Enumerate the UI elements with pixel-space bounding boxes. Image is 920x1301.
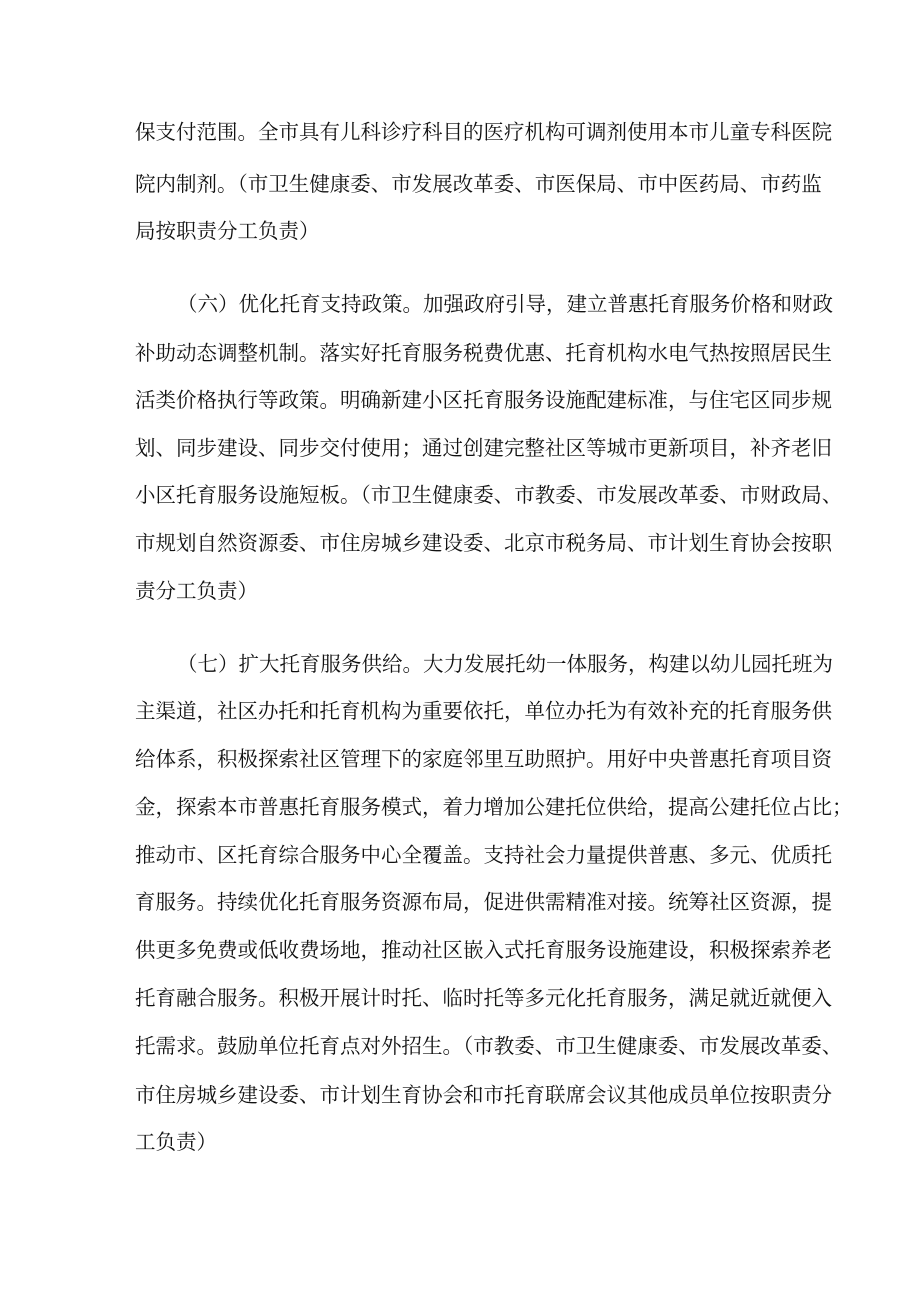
text-line: 补助动态调整机制。落实好托育服务税费优惠、托育机构水电气热按照居民生 bbox=[135, 341, 832, 365]
text-line: 市规划自然资源委、市住房城乡建设委、北京市税务局、市计划生育协会按职 bbox=[135, 531, 832, 555]
section-heading-line: （六）优化托育支持政策。加强政府引导，建立普惠托育服务价格和财政 bbox=[177, 292, 833, 316]
text-line: 育服务。持续优化托育服务资源布局，促进供需精准对接。统筹社区资源，提 bbox=[135, 890, 832, 914]
text-line: 供更多免费或低收费场地，推动社区嵌入式托育服务设施建设，积极探索养老 bbox=[135, 938, 832, 962]
text-line: 责分工负责） bbox=[135, 579, 258, 603]
text-line: 活类价格执行等政策。明确新建小区托育服务设施配建标准，与住宅区同步规 bbox=[135, 388, 832, 412]
text-line: 金，探索本市普惠托育服务模式，着力增加公建托位供给，提高公建托位占比； bbox=[135, 795, 853, 819]
text-line: 工负责） bbox=[135, 1130, 217, 1154]
text-line: 保支付范围。全市具有儿科诊疗科目的医疗机构可调剂使用本市儿童专科医院 bbox=[135, 120, 832, 144]
section-heading-line: （七）扩大托育服务供给。大力发展托幼一体服务，构建以幼儿园托班为 bbox=[177, 652, 833, 676]
text-line: 给体系，积极探索社区管理下的家庭邻里互助照护。用好中央普惠托育项目资 bbox=[135, 747, 832, 771]
text-line: 托育融合服务。积极开展计时托、临时托等多元化托育服务，满足就近就便入 bbox=[135, 986, 832, 1010]
text-line: 局按职责分工负责） bbox=[135, 219, 320, 243]
text-line: 院内制剂。（市卫生健康委、市发展改革委、市医保局、市中医药局、市药监 bbox=[135, 172, 822, 196]
text-line: 划、同步建设、同步交付使用；通过创建完整社区等城市更新项目，补齐老旧 bbox=[135, 436, 832, 460]
text-line: 主渠道，社区办托和托育机构为重要依托，单位办托为有效补充的托育服务供 bbox=[135, 699, 832, 723]
text-line: 推动市、区托育综合服务中心全覆盖。支持社会力量提供普惠、多元、优质托 bbox=[135, 843, 832, 867]
text-line: 市住房城乡建设委、市计划生育协会和市托育联席会议其他成员单位按职责分 bbox=[135, 1083, 832, 1107]
text-line: 小区托育服务设施短板。（市卫生健康委、市教委、市发展改革委、市财政局、 bbox=[135, 483, 843, 507]
text-line: 托需求。鼓励单位托育点对外招生。（市教委、市卫生健康委、市发展改革委、 bbox=[135, 1034, 843, 1058]
